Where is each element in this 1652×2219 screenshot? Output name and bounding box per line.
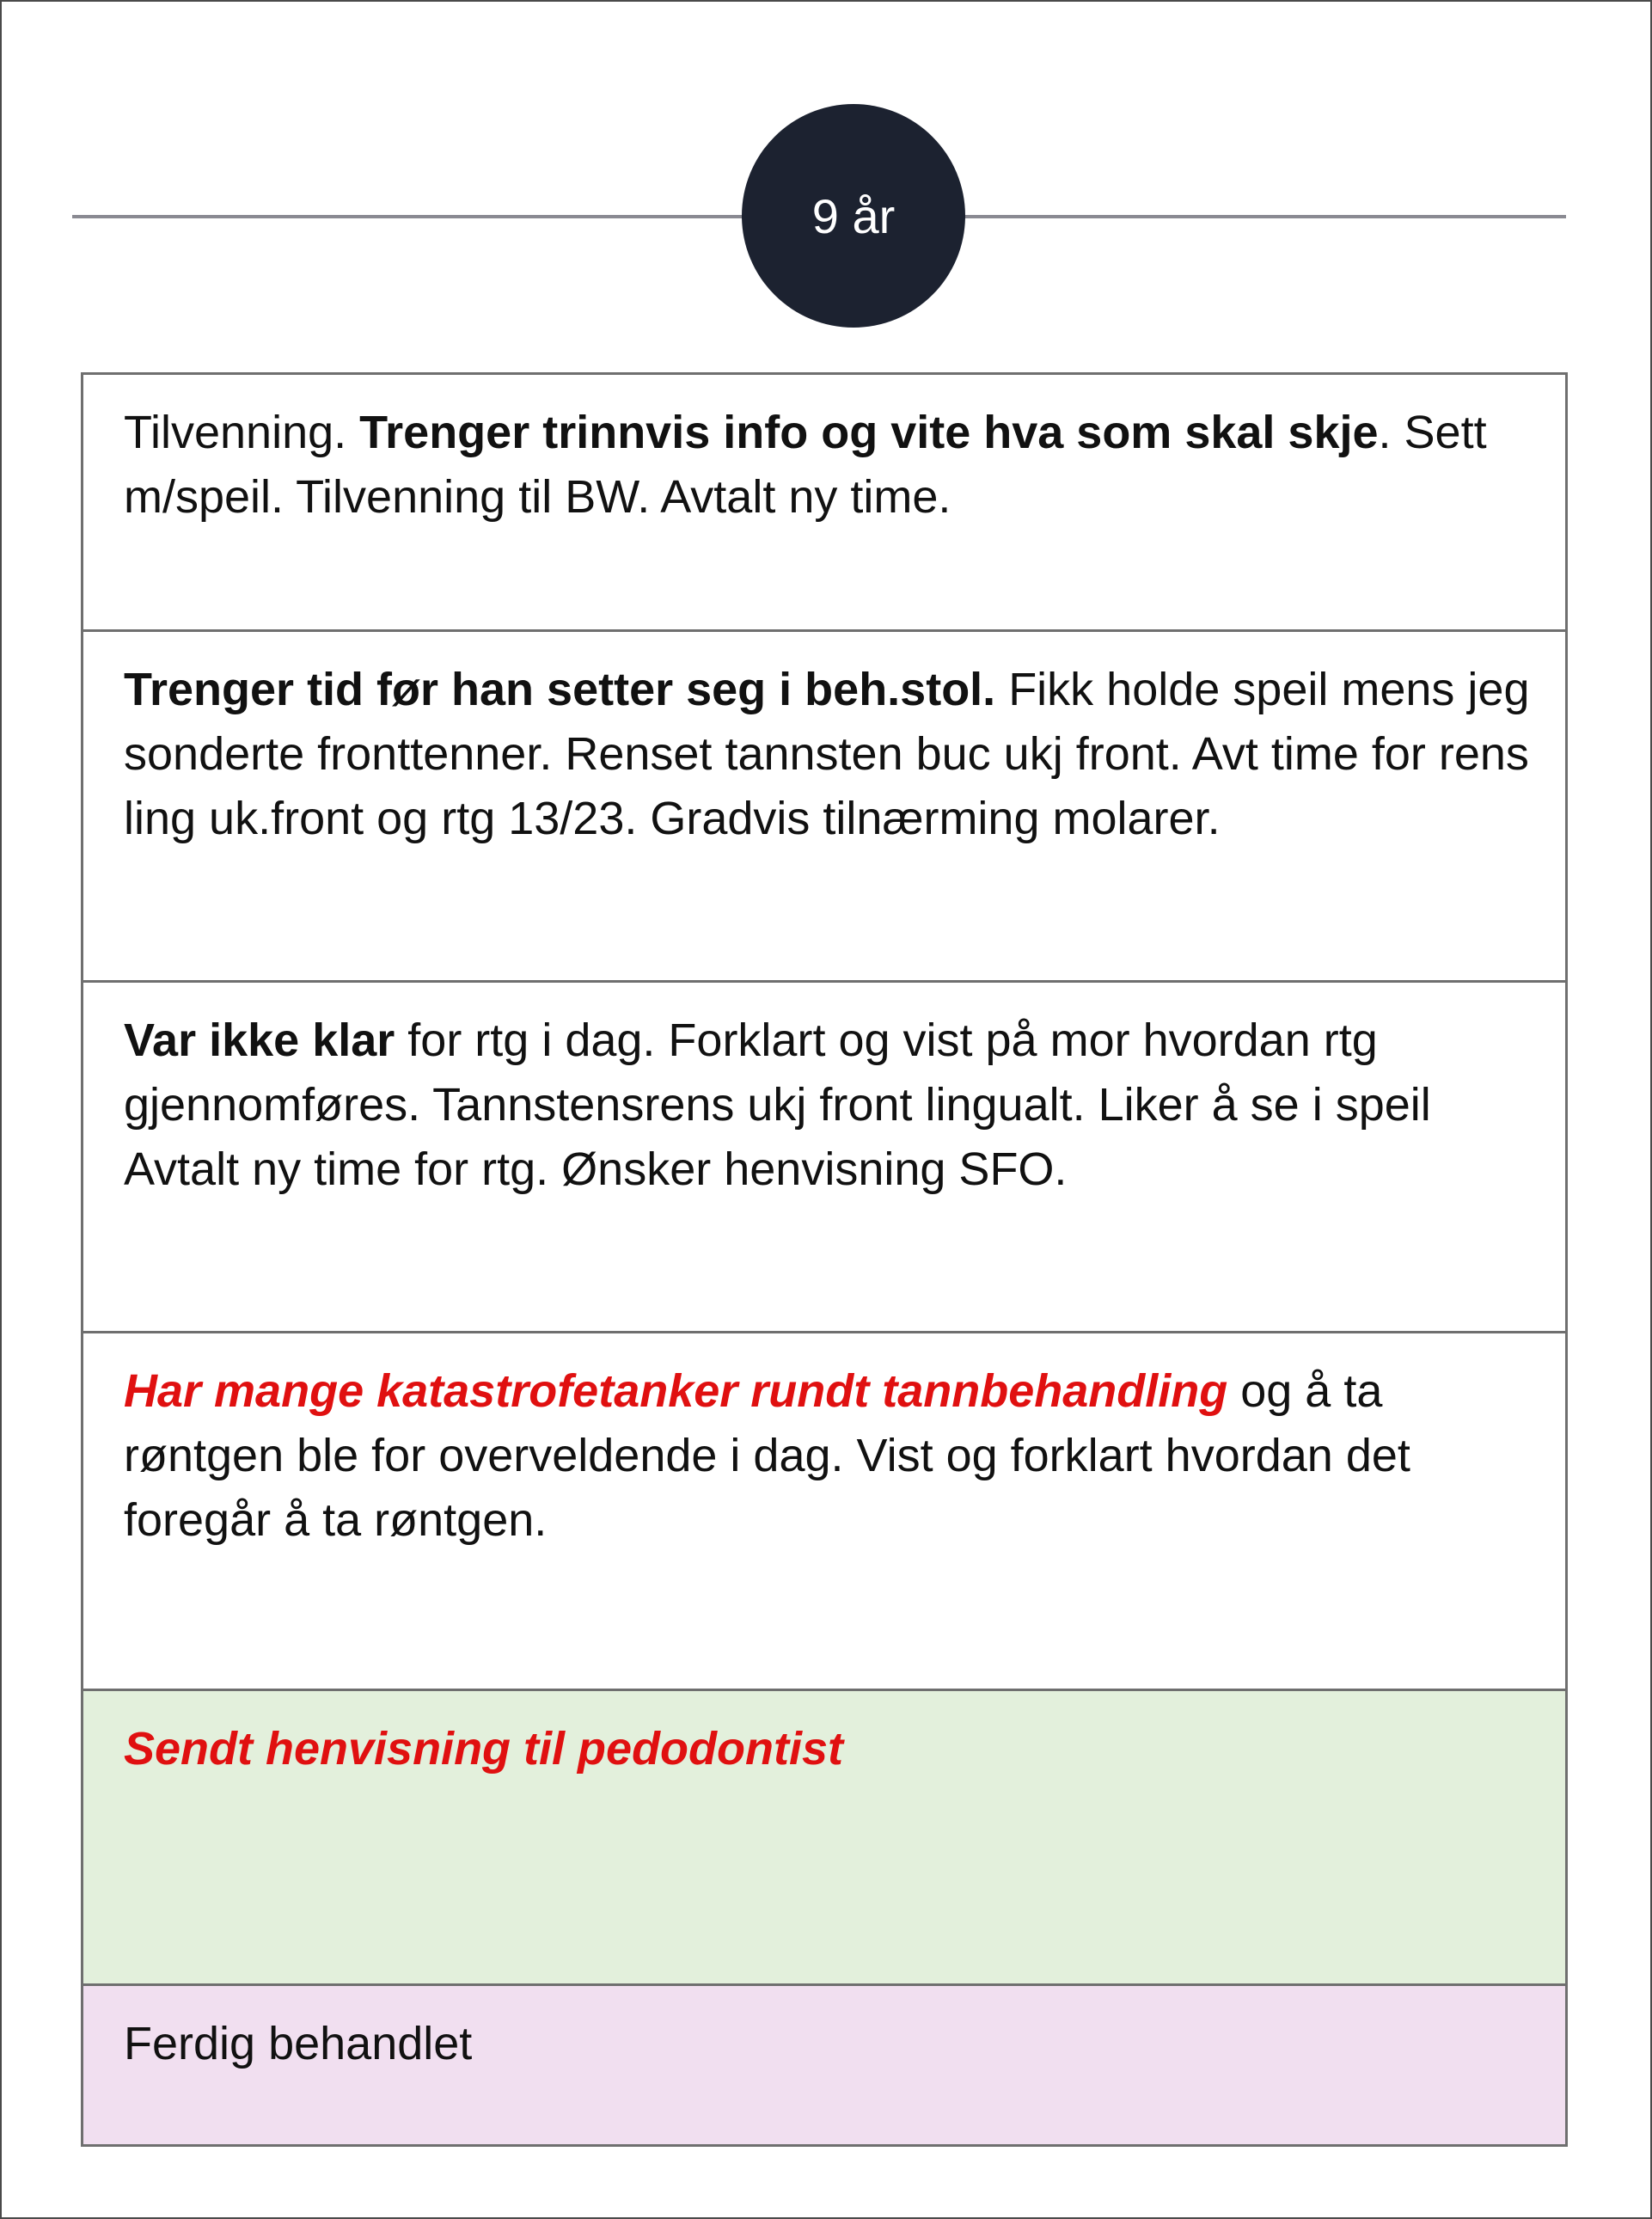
- log-entry-done: [83, 1986, 1565, 2144]
- entry-1-text-1: Tilvenning.: [124, 407, 360, 458]
- entry-2-text-1: Trenger tid før han setter seg i beh.stol.: [124, 664, 996, 715]
- log-entry-3: [83, 983, 1565, 1333]
- entry-4-text-2: og å ta røntgen ble for overveldende i dag. Vist og forklart hvordan det foregår å ta røntgen.: [124, 1365, 1410, 1546]
- done-text: Ferdig behandlet: [124, 2018, 473, 2069]
- entry-3-text-2: for rtg i dag. Forklart og vist på mor hvordan rtg gjennomføres. Tannstensrens ukj front lingualt. Liker å se i speil Avtalt ny time for rtg. Ønsker henvisning SFO.: [124, 1014, 1431, 1195]
- log-entry-2: [83, 632, 1565, 983]
- age-badge: [742, 104, 965, 328]
- age-label: 9 år: [811, 188, 896, 243]
- entry-3-text-1: Var ikke klar: [124, 1014, 395, 1066]
- log-entry-1: [83, 375, 1565, 632]
- entry-2-text-2: Fikk holde speil mens jeg sonderte fronttenner. Renset tannsten buc ukj front. Avt time for rens ling uk.front og rtg 13/23. Gradvis tilnærming molarer.: [124, 664, 1530, 844]
- log-entry-referral: [83, 1691, 1565, 1986]
- referral-text: Sendt henvisning til pedodontist: [124, 1723, 843, 1775]
- entry-1-text-3: . Sett m/speil. Tilvenning til BW. Avtalt ny time.: [124, 407, 1487, 523]
- entry-4-text-1: Har mange katastrofetanker rundt tannbehandling: [124, 1365, 1228, 1417]
- treatment-log-table: [81, 372, 1568, 2147]
- entry-1-text-2: Trenger trinnvis info og vite hva som skal skje: [359, 407, 1379, 458]
- log-entry-4: [83, 1333, 1565, 1691]
